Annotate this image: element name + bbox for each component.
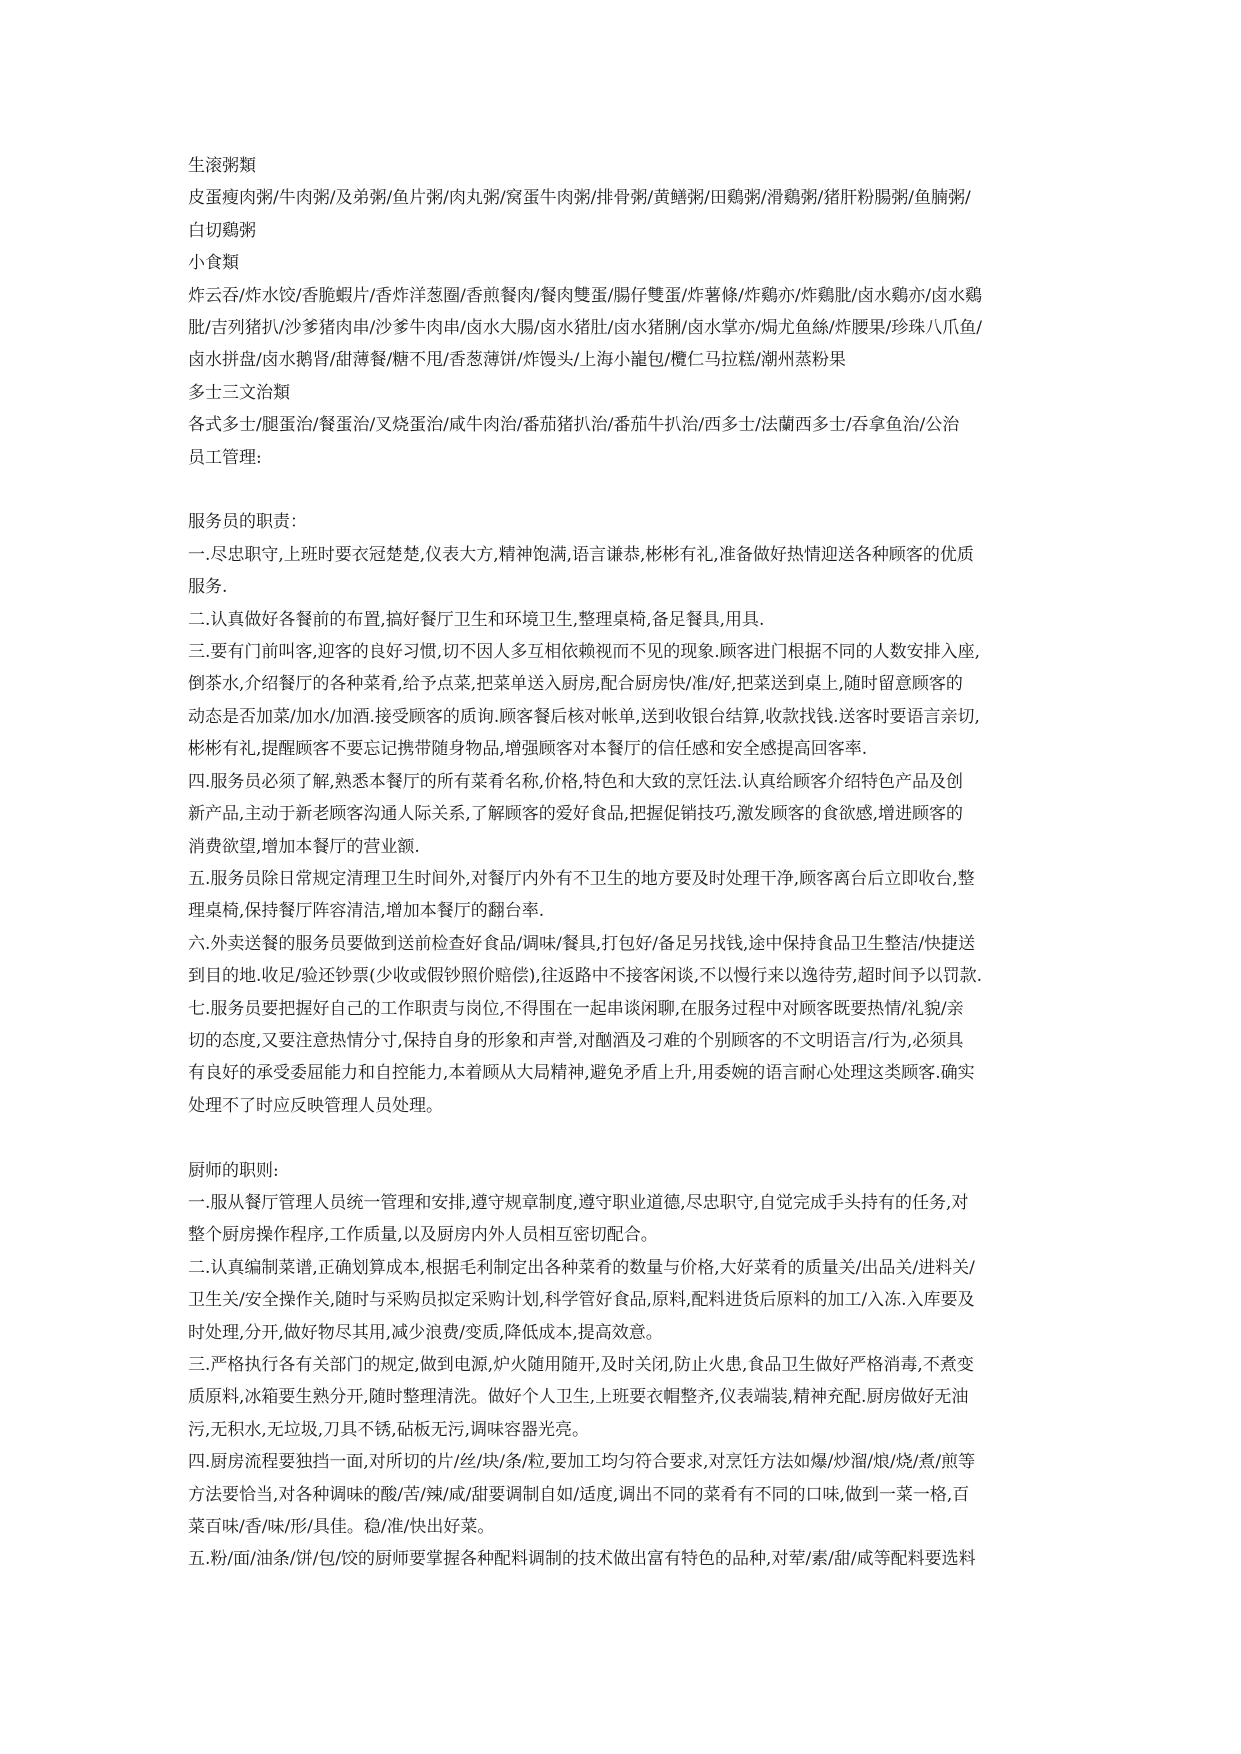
snack-items-line: 肶/吉列猪扒/沙爹猪肉串/沙爹牛肉串/卤水大腸/卤水猪肚/卤水猪脷/卤水掌亦/焗尤鱼絲/炸腰果/珍珠八爪鱼/ bbox=[188, 318, 983, 339]
chef-duty-line: 时处理,分开,做好物尽其用,减少浪费/变质,降低成本,提高效意。 bbox=[188, 1322, 663, 1343]
waiter-duty-line: 三.要有门前叫客,迎客的良好习惯,切不因人多互相依赖视而不见的现象.顾客进门根据不同的人数安排入座, bbox=[188, 642, 981, 663]
waiter-duties-heading: 服务员的职责： bbox=[188, 512, 307, 533]
spacer bbox=[188, 1122, 1068, 1154]
waiter-duty-line: 五.服务员除日常规定清理卫生时间外,对餐厅内外有不卫生的地方要及时处理干净,顾客离台后立即收台,整 bbox=[188, 868, 975, 889]
document-page bbox=[188, 150, 1068, 1576]
waiter-duty-line: 到目的地.收足/验还钞票(少收或假钞照价赔偿),往返路中不接客闲谈,不以慢行来以逸待劳,超时间予以罚款. bbox=[188, 966, 983, 987]
waiter-duty-line: 处理不了时应反映管理人员处理。 bbox=[188, 1095, 443, 1116]
snack-items-line: 炸云吞/炸水饺/香脆蝦片/香炸洋葱圈/香煎餐肉/餐肉雙蛋/腸仔雙蛋/炸薯條/炸鷄亦/炸鷄肶/卤水鷄亦/卤水鷄 bbox=[188, 285, 983, 306]
chef-duty-line: 二.认真编制菜谱,正确划算成本,根据毛利制定出各种菜肴的数量与价格,大好菜肴的质量关/出品关/进料关/ bbox=[188, 1257, 975, 1278]
chef-duty-line: 四.厨房流程要独挡一面,对所切的片/丝/块/条/粒,要加工均匀符合要求,对烹饪方法如爆/炒溜/烺/烧/煮/煎等 bbox=[188, 1452, 976, 1473]
congee-items-line: 皮蛋瘦肉粥/牛肉粥/及弟粥/鱼片粥/肉丸粥/窝蛋牛肉粥/排骨粥/黄鳝粥/田鷄粥/滑鷄粥/猪肝粉腸粥/鱼腩粥/ bbox=[188, 188, 971, 209]
waiter-duty-line: 有良好的承受委屈能力和自控能力,本着顾从大局精神,避免矛盾上升,用委婉的语言耐心处理这类顾客.确实 bbox=[188, 1063, 975, 1084]
menu-section bbox=[188, 150, 1068, 474]
chef-duty-line: 五.粉/面/油条/饼/包/饺的厨师要掌握各种配料调制的技术做出富有特色的品种,对荤/素/甜/咸等配料要选料 bbox=[188, 1549, 976, 1570]
chef-duty-line: 方法要恰当,对各种调味的酸/苦/辣/咸/甜要调制自如/适度,调出不同的菜肴有不同的口味,做到一菜一格,百 bbox=[188, 1484, 970, 1505]
chef-duty-line: 一.服从餐厅管理人员统一管理和安排,遵守规章制度,遵守职业道德,尽忠职守,自觉完成手头持有的任务,对 bbox=[188, 1192, 969, 1213]
waiter-duty-line: 消费欲望,增加本餐厅的营业额. bbox=[188, 836, 420, 857]
snack-heading: 小食類 bbox=[188, 253, 239, 274]
chef-duties-heading: 厨师的职则: bbox=[188, 1160, 279, 1181]
spacer bbox=[188, 474, 1068, 506]
waiter-duty-line: 二.认真做好各餐前的布置,搞好餐厅卫生和环境卫生,整理桌椅,备足餐具,用具. bbox=[188, 609, 765, 630]
waiter-duty-line: 切的态度,又要注意热情分寸,保持自身的形象和声誉,对酗酒及刁难的个别顾客的不文明语言/行为,必须具 bbox=[188, 1030, 964, 1051]
waiter-duty-line: 七.服务员要把握好自己的工作职责与岗位,不得围在一起串谈闲聊,在服务过程中对顾客既要热情/礼貌/亲 bbox=[188, 998, 964, 1019]
waiter-duty-line: 服务. bbox=[188, 577, 228, 598]
chef-duty-line: 污,无积水,无垃圾,刀具不锈,砧板无污,调味容器光亮。 bbox=[188, 1419, 590, 1440]
waiter-duty-line: 彬彬有礼,提醒顾客不要忘记携带随身物品,增强顾客对本餐厅的信任感和安全感提高回客率. bbox=[188, 739, 868, 760]
congee-items-line: 白切鷄粥 bbox=[188, 220, 256, 241]
chef-duty-line: 整个厨房操作程序,工作质量,以及厨房内外人员相互密切配合。 bbox=[188, 1225, 658, 1246]
snack-items-line: 卤水拼盘/卤水鹅肾/甜薄餐/糖不甩/香葱薄饼/炸馒头/上海小巃包/欖仁马拉糕/潮州蒸粉果 bbox=[188, 350, 846, 371]
chef-duty-line: 卫生关/安全操作关,随时与采购员拟定采购计划,科学管好食品,原料,配料进货后原料的加工/入冻.入库要及 bbox=[188, 1290, 975, 1311]
chef-duty-line: 质原料,冰箱要生熟分开,随时整理清洗。做好个人卫生,上班要衣帽整齐,仪表端装,精神充配.厨房做好无油 bbox=[188, 1387, 969, 1408]
chef-duties-section bbox=[188, 1155, 1068, 1576]
waiter-duty-line: 六.外卖送餐的服务员要做到送前检查好食品/调味/餐具,打包好/备足另找钱,途中保持食品卫生整洁/快捷送 bbox=[188, 933, 976, 954]
waiter-duties-section bbox=[188, 506, 1068, 1122]
toast-heading: 多士三文治類 bbox=[188, 382, 290, 403]
chef-duty-line: 三.严格执行各有关部门的规定,做到电源,炉火随用随开,及时关闭,防止火患,食品卫生做好严格消毒,不煮变 bbox=[188, 1355, 974, 1375]
waiter-duty-line: 动态是否加菜/加水/加酒.接受顾客的质询.顾客餐后核对帐单,送到收银台结算,收款找钱.送客时要语言亲切, bbox=[188, 706, 980, 727]
waiter-duty-line: 倒茶水,介绍餐厅的各种菜肴,给予点菜,把菜单送入厨房,配合厨房快/准/好,把菜送到桌上,随时留意顾客的 bbox=[188, 674, 963, 695]
congee-heading: 生滚粥類 bbox=[188, 156, 256, 176]
waiter-duty-line: 理桌椅,保持餐厅阵容清洁,增加本餐厅的翻台率. bbox=[188, 901, 545, 922]
chef-duty-line: 菜百味/香/味/形/具佳。稳/准/快出好菜。 bbox=[188, 1517, 495, 1538]
waiter-duty-line: 新产品,主动于新老顾客沟通人际关系,了解顾客的爱好食品,把握促销技巧,激发顾客的食欲感,增进顾客的 bbox=[188, 804, 964, 825]
toast-items-line: 各式多士/腿蛋治/餐蛋治/叉烧蛋治/咸牛肉治/番茄猪扒治/番茄牛扒治/西多士/法蘭西多士/吞拿鱼治/公治 bbox=[188, 415, 960, 436]
waiter-duty-line: 四.服务员必须了解,熟悉本餐厅的所有菜肴名称,价格,特色和大致的烹饪法.认真给顾客介绍特色产品及创 bbox=[188, 771, 964, 792]
waiter-duty-line: 一.尽忠职守,上班时要衣冠楚楚,仪表大方,精神饱满,语言谦恭,彬彬有礼,准备做好热情迎送各种顾客的优质 bbox=[188, 544, 974, 565]
staff-management-heading: 员工管理: bbox=[188, 447, 262, 468]
